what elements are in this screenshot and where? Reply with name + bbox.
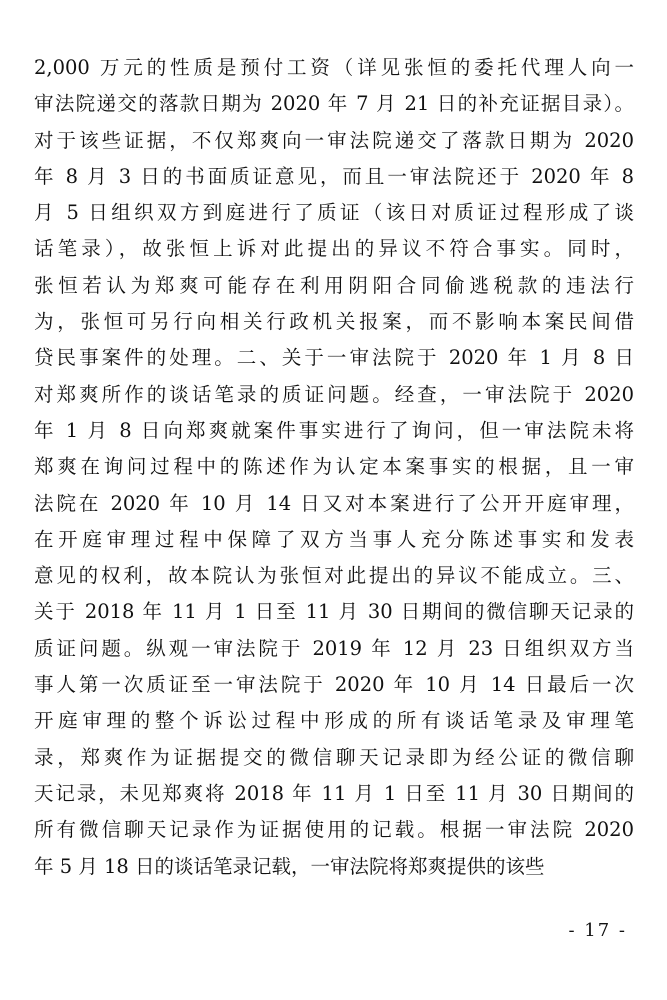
text-line: 录，郑爽作为证据提交的微信聊天记录即为经公证的微信聊 [34, 745, 634, 769]
text-line: 所有微信聊天记录作为证据使用的记载。根据一审法院 2020 [34, 818, 634, 842]
text-line: 贷民事案件的处理。二、关于一审法院于 2020 年 1 月 8 日 [34, 346, 634, 370]
text-line: 年 1 月 8 日向郑爽就案件事实进行了询问，但一审法院未将 [34, 418, 634, 442]
text-line: 月 5 日组织双方到庭进行了质证（该日对质证过程形成了谈 [34, 201, 634, 225]
text-line: 对郑爽所作的谈话笔录的质证问题。经查，一审法院于 2020 [34, 382, 634, 406]
text-line: 质证问题。纵观一审法院于 2019 年 12 月 23 日组织双方当 [34, 636, 634, 660]
text-line: 天记录，未见郑爽将 2018 年 11 月 1 日至 11 月 30 日期间的 [34, 781, 634, 805]
page-number: - 17 - [568, 920, 627, 941]
text-line: 在开庭审理过程中保障了双方当事人充分陈述事实和发表 [34, 527, 634, 551]
text-line: 年 8 月 3 日的书面质证意见，而且一审法院还于 2020 年 8 [34, 164, 634, 188]
text-line: 关于 2018 年 11 月 1 日至 11 月 30 日期间的微信聊天记录的 [34, 600, 634, 624]
text-line: 开庭审理的整个诉讼过程中形成的所有谈话笔录及审理笔 [34, 709, 634, 733]
text-line: 张恒若认为郑爽可能存在利用阴阳合同偷逃税款的违法行 [34, 273, 634, 297]
text-line: 为，张恒可另行向相关行政机关报案，而不影响本案民间借 [34, 310, 634, 334]
text-line: 事人第一次质证至一审法院于 2020 年 10 月 14 日最后一次 [34, 673, 634, 697]
body-text [34, 50, 634, 885]
text-line: 对于该些证据，不仅郑爽向一审法院递交了落款日期为 2020 [34, 128, 634, 152]
text-line: 郑爽在询问过程中的陈述作为认定本案事实的根据，且一审 [34, 455, 634, 479]
text-line: 法院在 2020 年 10 月 14 日又对本案进行了公开开庭审理， [34, 491, 634, 515]
text-line: 话笔录），故张恒上诉对此提出的异议不符合事实。同时， [34, 237, 634, 261]
text-line: 2,000 万元的性质是预付工资（详见张恒的委托代理人向一 [34, 56, 634, 79]
text-line: 审法院递交的落款日期为 2020 年 7 月 21 日的补充证据目录）。 [34, 92, 634, 116]
text-line: 意见的权利，故本院认为张恒对此提出的异议不能成立。三、 [34, 564, 634, 588]
text-line: 年 5 月 18 日的谈话笔录记载，一审法院将郑爽提供的该些 [34, 854, 545, 878]
